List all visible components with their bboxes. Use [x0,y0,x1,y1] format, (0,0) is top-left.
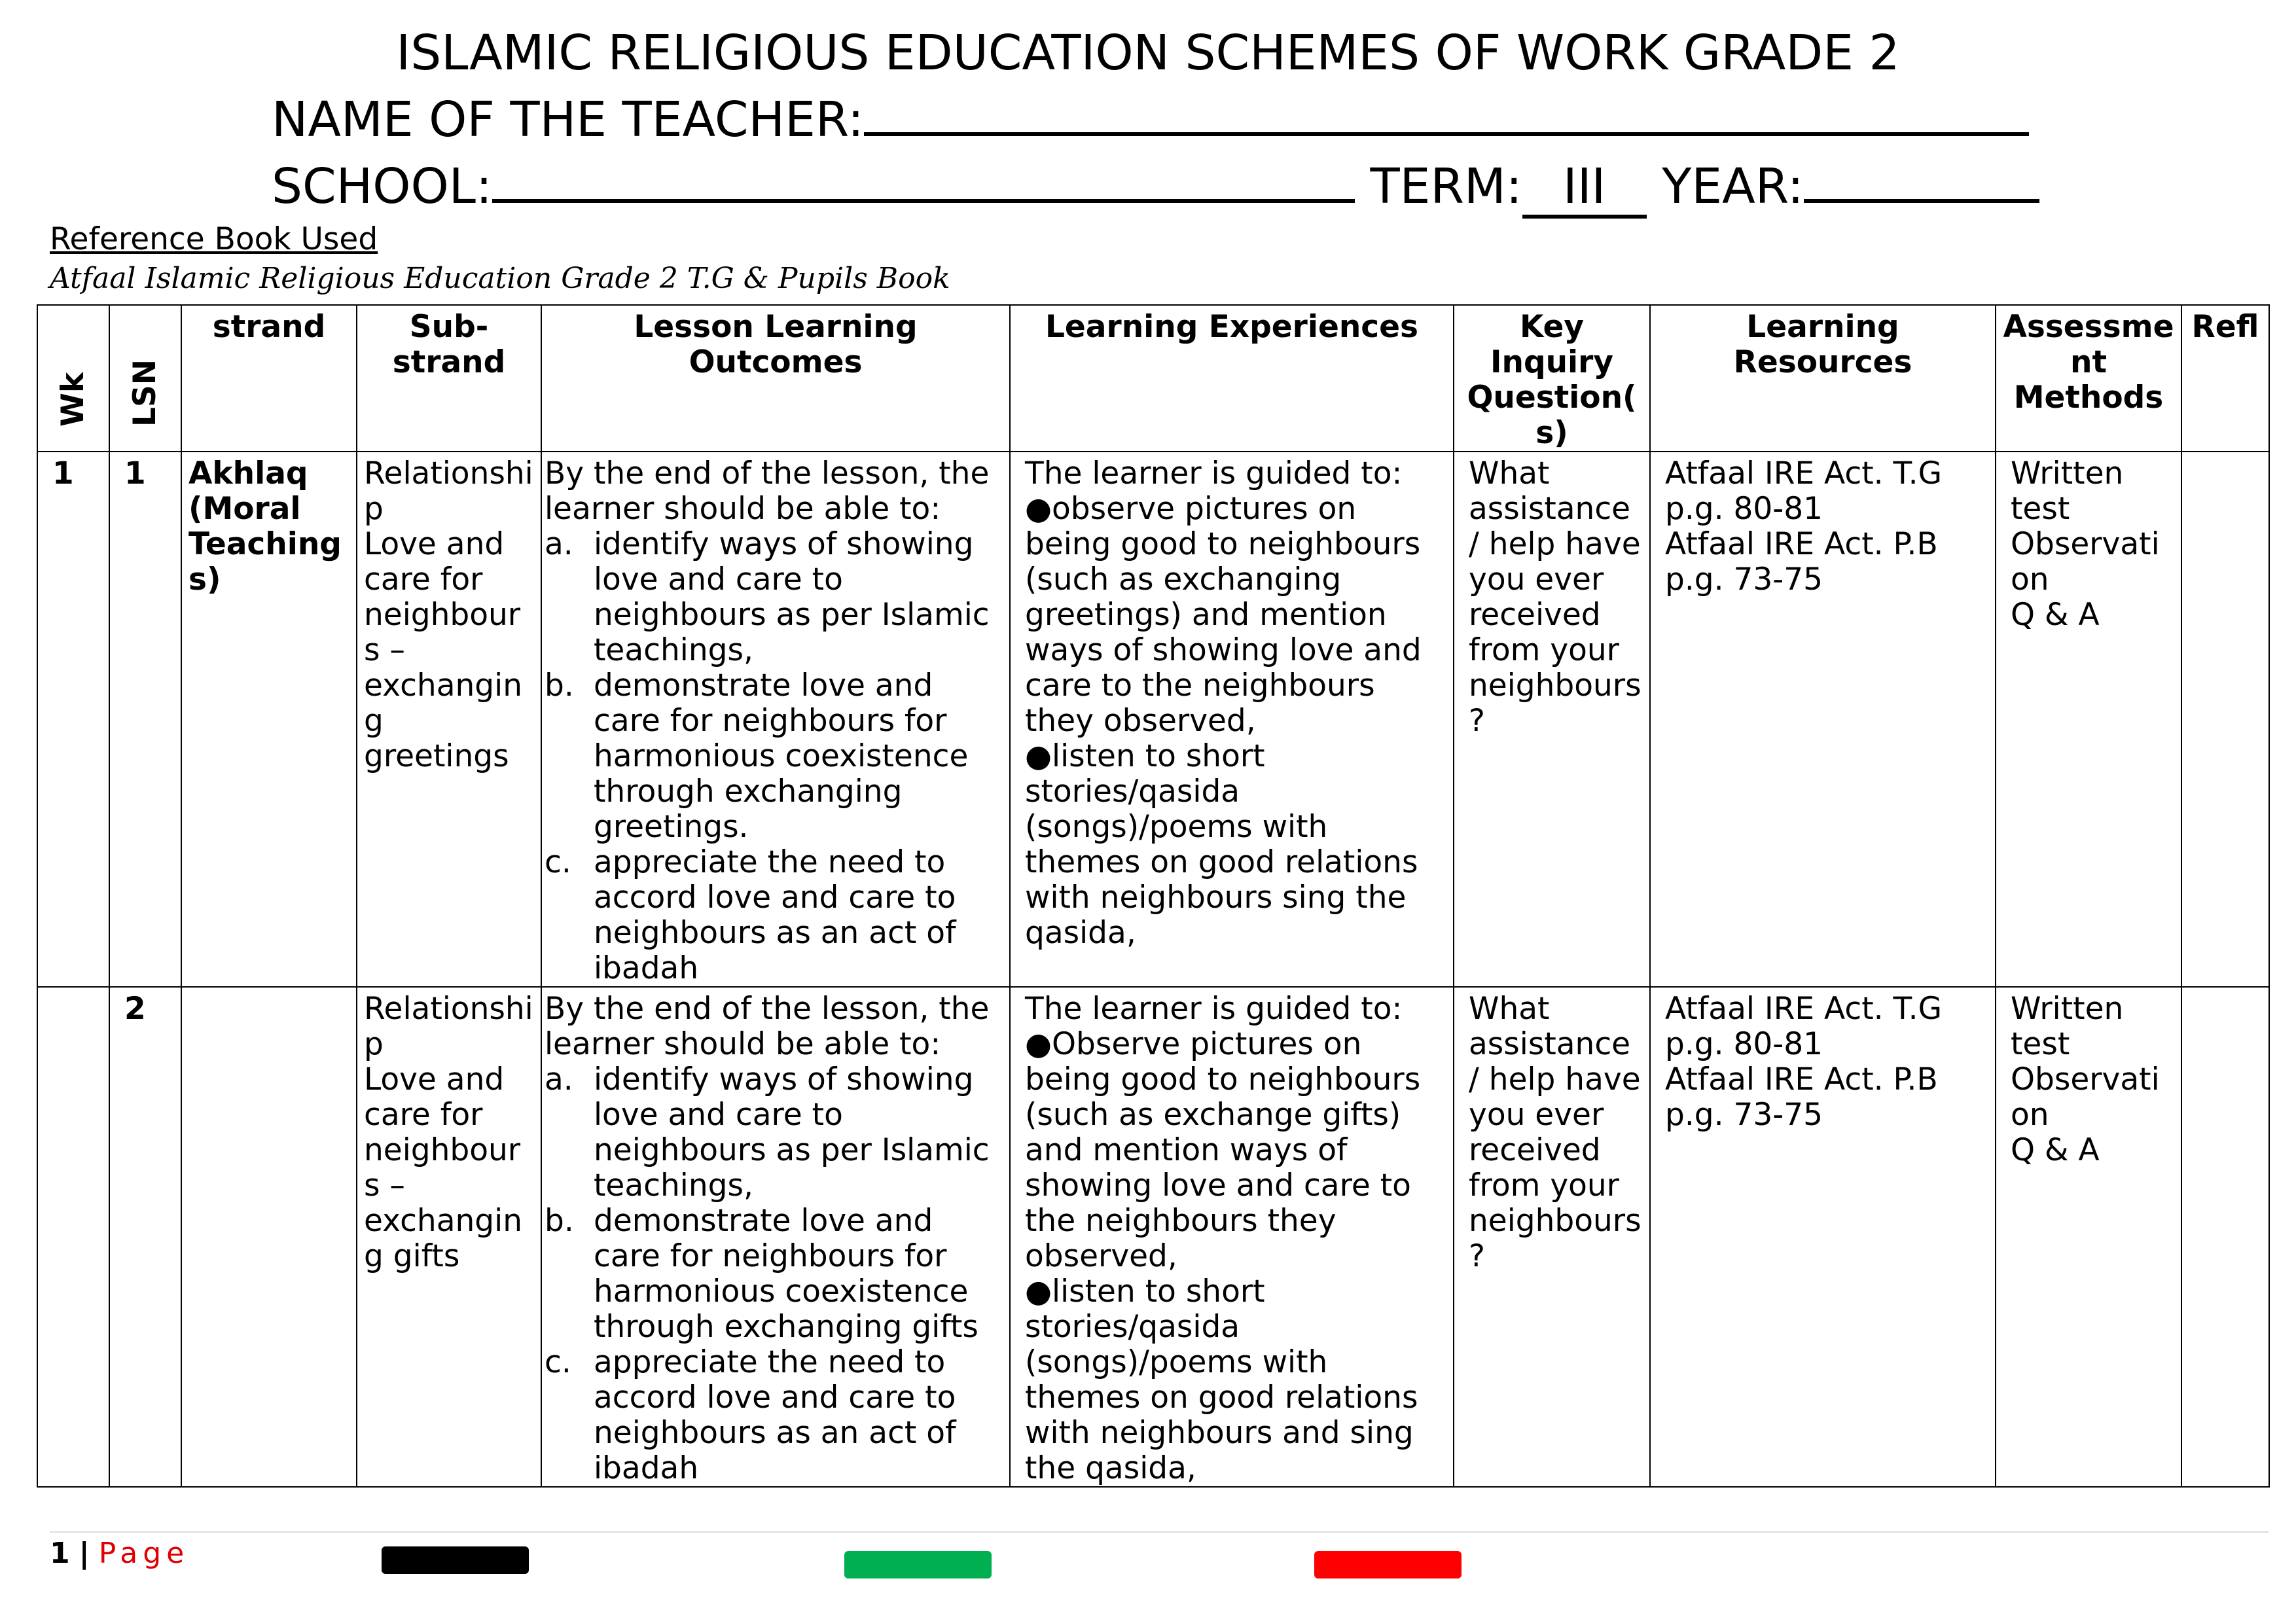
inquiry-cell: What assistance / help have you ever received from your neighbours? [1454,987,1650,1487]
outcomes-list [545,1062,1003,1486]
assessment-item: Q & A [2011,1132,2100,1168]
assessment-cell [1996,452,2181,987]
outcome-item: a. identify ways of showing love and care to neighbours as per Islamic teachings, [545,1061,990,1204]
experiences-intro: The learner is guided to: [1025,991,1403,1027]
year-blank [1804,158,2039,203]
col-header-assessment: Assessment Methods [1996,305,2181,452]
experience-item: ● observe pictures on being good to neighbours (such as exchanging greetings) and mention ways of showing love and care to the neighbours they observed, [1025,491,1446,739]
assessment-item: Observation [2011,526,2160,597]
sub-strand-title: Relationship [364,991,533,1062]
scheme-table [37,304,2270,1488]
page-separator: | [79,1537,90,1570]
resources-cell [1650,452,1996,987]
wk-cell [37,987,109,1487]
outcomes-intro: By the end of the lesson, the learner should be able to: [545,455,990,527]
document-title: ISLAMIC RELIGIOUS EDUCATION SCHEMES OF WORK GRADE 2 [396,25,1900,81]
col-header-refl: Refl [2181,305,2269,452]
assessment-cell [1996,987,2181,1487]
outcomes-list [545,527,1003,986]
lsn-cell: 1 [109,452,181,987]
term-label: TERM: [1370,158,1522,215]
year-label: YEAR: [1662,158,1804,215]
experience-item: ● listen to short stories/qasida (songs)/poems with themes on good relations with neighbours and sing the qasida, [1025,1274,1446,1486]
resources-cell [1650,987,1996,1487]
refl-cell [2181,987,2269,1487]
outcome-item: c. appreciate the need to accord love and care to neighbours as an act of ibadah [545,844,956,986]
col-header-inquiry: Key Inquiry Question(s) [1454,305,1650,452]
footer-divider [50,1531,2269,1533]
red-color-bar [1314,1551,1462,1578]
school-blank [492,158,1355,203]
col-header-wk: Wk [37,305,109,452]
sub-strand-title: Relationship [364,455,533,527]
experiences-intro: The learner is guided to: [1025,455,1403,491]
teacher-name-blank [864,92,2029,136]
experience-item: ● listen to short stories/qasida (songs)/poems with themes on good relations with neighbours sing the qasida, [1025,739,1446,951]
outcome-item: b. demonstrate love and care for neighbours for harmonious coexistence through exchanging gifts [545,1203,978,1345]
experiences-cell [1010,452,1454,987]
col-header-lsn: LSN [109,305,181,452]
strand-cell [181,987,357,1487]
col-header-strand: strand [181,305,357,452]
outcome-item: c. appreciate the need to accord love and care to neighbours as an act of ibadah [545,1344,956,1486]
sub-strand-cell [357,987,541,1487]
page-number-value: 1 [50,1537,70,1570]
reference-label: Reference Book Used [50,221,378,257]
strand-cell: Akhlaq (Moral Teachings) [181,452,357,987]
assessment-item: Observation [2011,1061,2160,1133]
refl-cell [2181,452,2269,987]
black-color-bar [382,1546,529,1574]
sub-strand-detail: Love and care for neighbours – exchanging greetings [364,526,522,774]
lsn-cell: 2 [109,987,181,1487]
school-term-year-line [272,158,2039,219]
col-header-sub-strand: Sub-strand [357,305,541,452]
assessment-item: Q & A [2011,597,2100,633]
teacher-label: NAME OF THE TEACHER: [272,92,864,148]
teacher-name-line [272,92,2029,148]
resource-item: Atfaal IRE Act. P.B p.g. 73-75 [1665,1061,1938,1133]
inquiry-cell: What assistance / help have you ever received from your neighbours? [1454,452,1650,987]
page-number [50,1537,189,1570]
resource-item: Atfaal IRE Act. P.B p.g. 73-75 [1665,526,1938,597]
green-color-bar [844,1551,992,1578]
outcomes-cell [541,452,1010,987]
assessment-item: Written test [2011,991,2124,1062]
sub-strand-cell [357,452,541,987]
experiences-cell [1010,987,1454,1487]
outcome-item: b. demonstrate love and care for neighbours for harmonious coexistence through exchanging greetings. [545,668,969,845]
resource-item: Atfaal IRE Act. T.G p.g. 80-81 [1665,991,1943,1062]
experience-item: ● Observe pictures on being good to neighbours (such as exchange gifts) and mention ways of showing love and care to the neighbours they observed, [1025,1027,1446,1274]
resource-item: Atfaal IRE Act. T.G p.g. 80-81 [1665,455,1943,527]
wk-cell: 1 [37,452,109,987]
school-label: SCHOOL: [272,158,492,215]
col-header-resources: Learning Resources [1650,305,1996,452]
assessment-item: Written test [2011,455,2124,527]
page-word: Page [98,1537,190,1570]
outcomes-cell [541,987,1010,1487]
outcomes-intro: By the end of the lesson, the learner should be able to: [545,991,990,1062]
header-row [37,305,2269,452]
table-row [37,452,2269,987]
reference-book: Atfaal Islamic Religious Education Grade 2 T.G & Pupils Book [50,262,950,295]
table-row [37,987,2269,1487]
term-value: III [1522,158,1647,219]
col-header-outcomes: Lesson Learning Outcomes [541,305,1010,452]
sub-strand-detail: Love and care for neighbours – exchanging gifts [364,1061,522,1274]
col-header-experiences: Learning Experiences [1010,305,1454,452]
outcome-item: a. identify ways of showing love and care to neighbours as per Islamic teachings, [545,526,990,668]
